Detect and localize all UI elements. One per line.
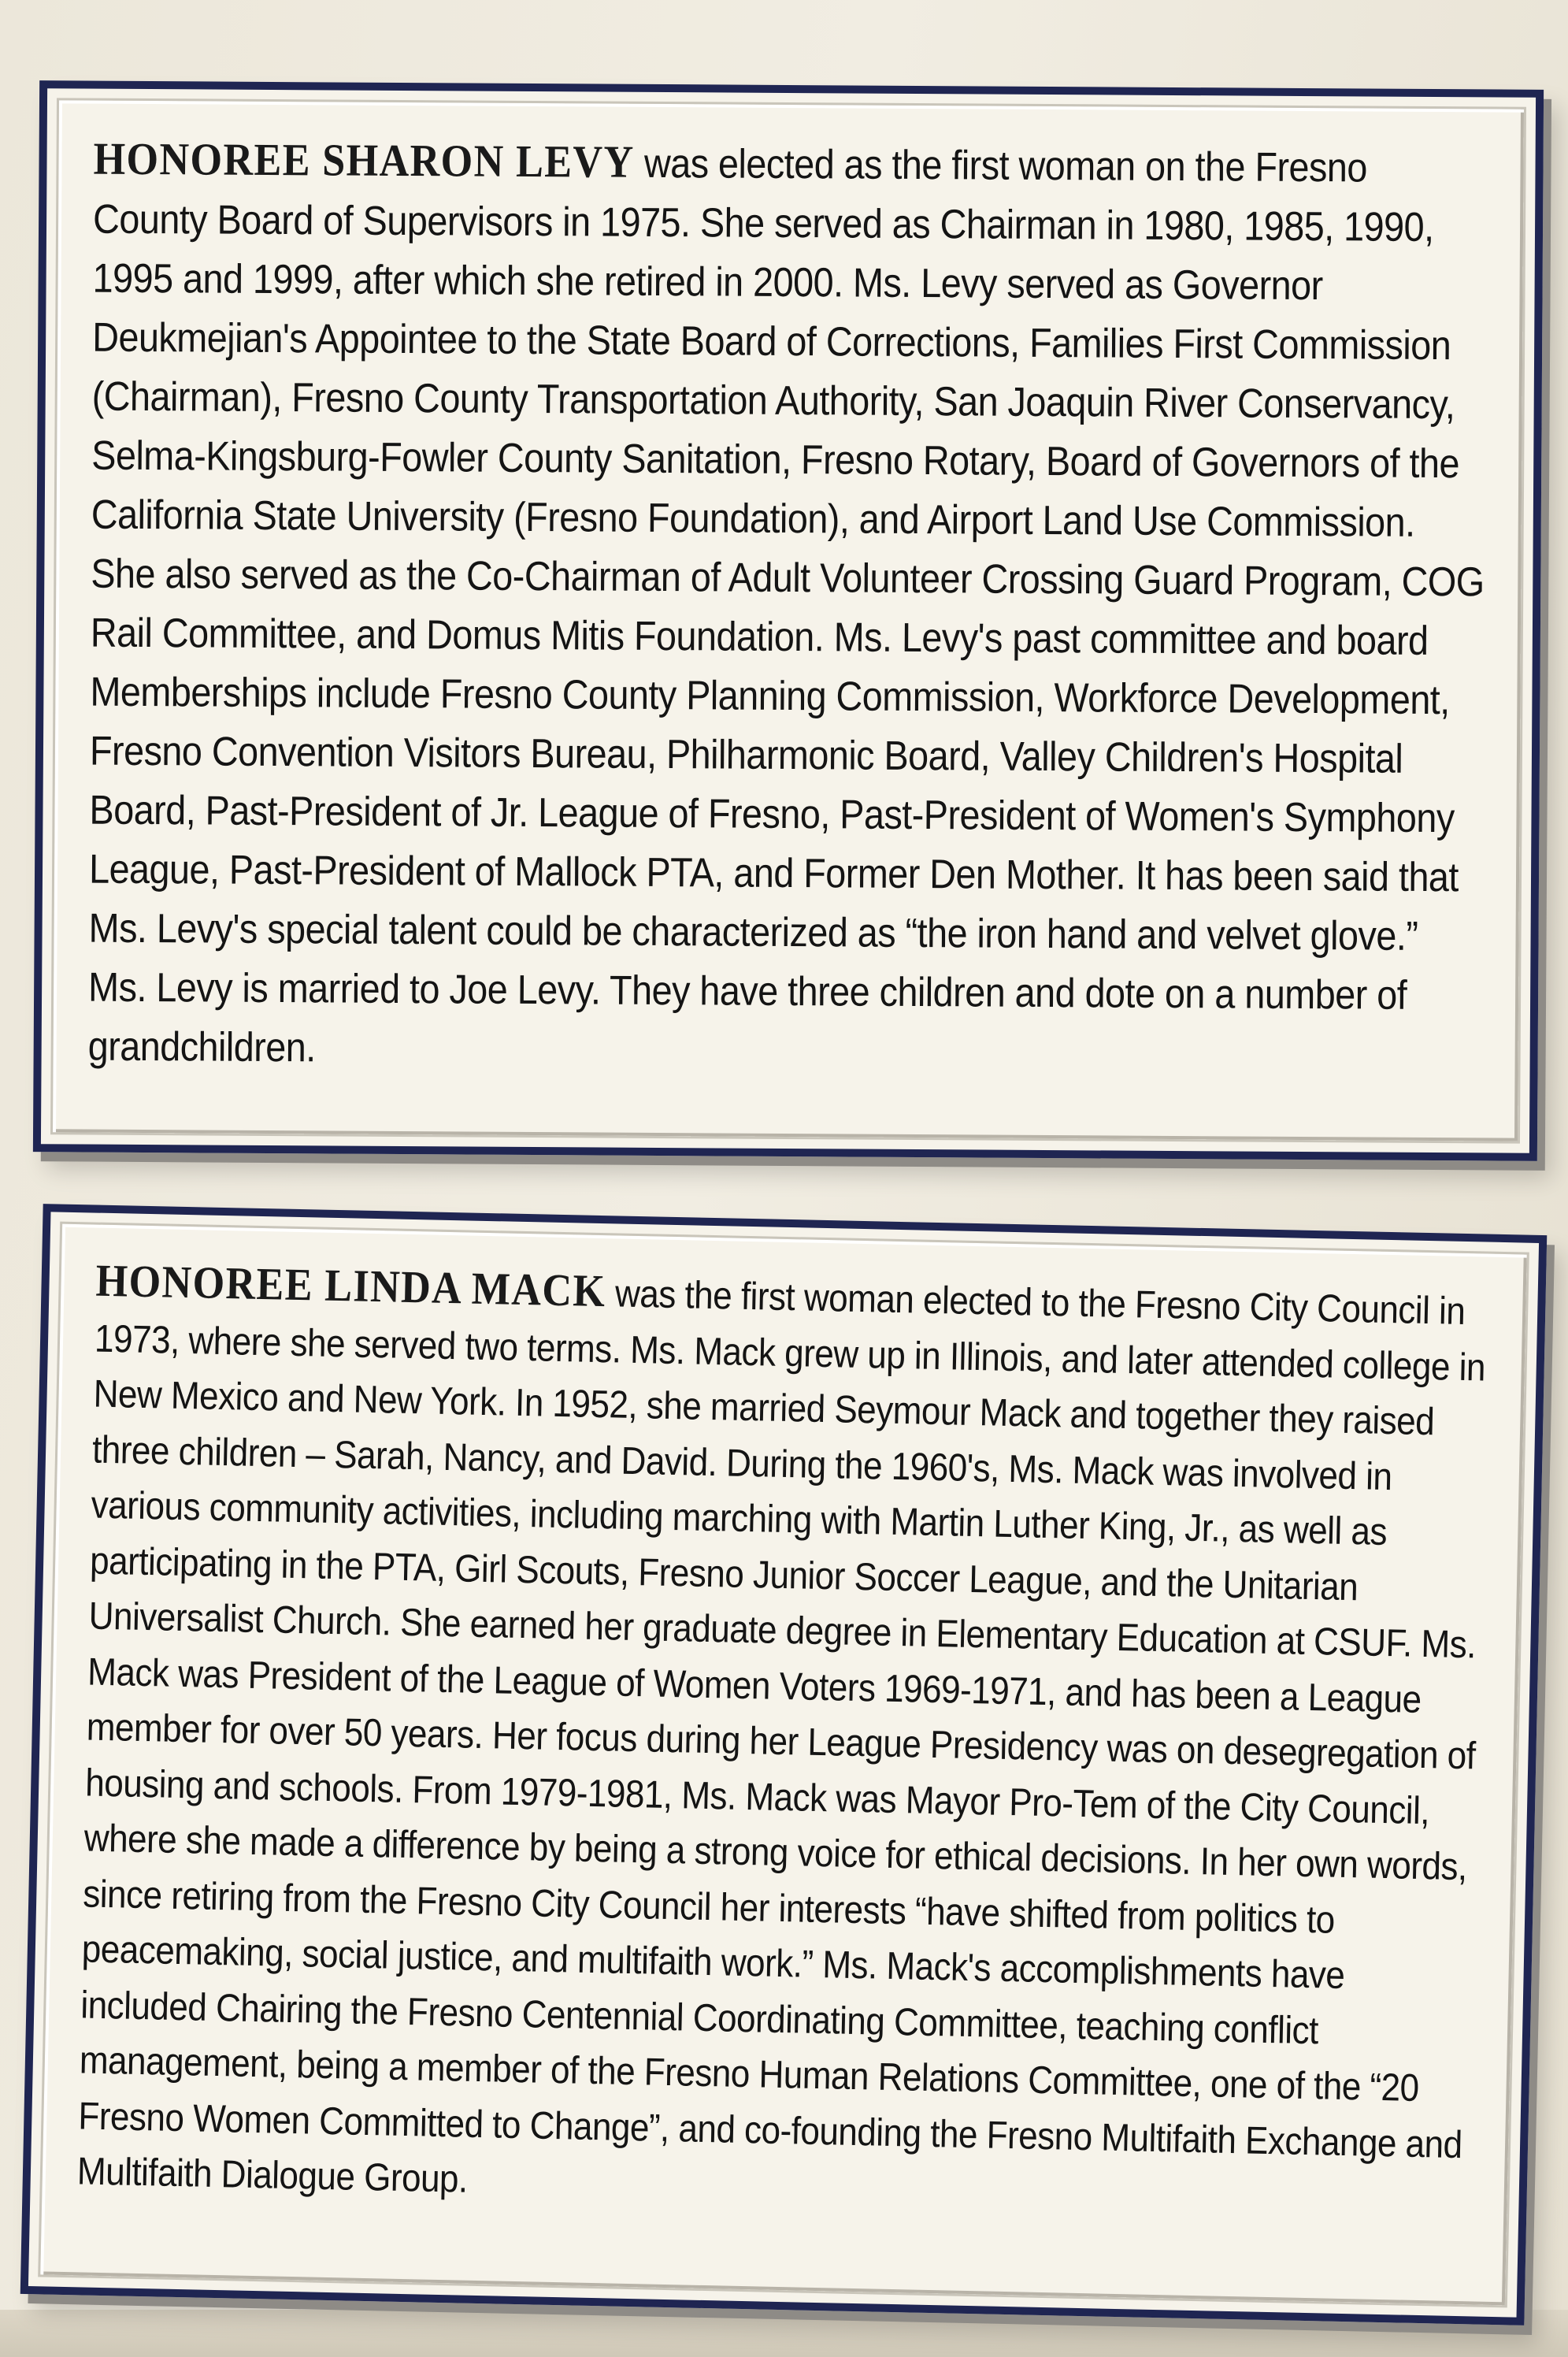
honoree-name: HONOREE SHARON LEVY <box>93 132 635 187</box>
plaque-inner-bevel <box>38 1222 1529 2308</box>
honoree-bio-text: was the first woman elected to the Fresno City Council in 1973, where she served two terms. Ms. Mack grew up in Illinois, and later attended college in New Mexico and New York. In 1952, she married Seymour Mack and together they raised three children – Sarah, Nancy, and David. During the 1960's, Ms. Mack was involved in various community activities, including marching with Martin Luther King, Jr., as well as participating in the PTA, Girl Scouts, Fresno Junior Soccer League, and the Unitarian Universalist Church. She earned her graduate degree in Elementary Education at CSUF. Ms. Mack was President of the League of Women Voters 1969-1971, and has been a League member for over 50 years. Her focus during her League Presidency was on desegregation of housing and schools. From 1979-1981, Ms. Mack was Mayor Pro-Tem of the City Council, where she made a difference by being a strong voice for ethical decisions. In her own words, since retiring from the Fresno City Council her interests “have shifted from politics to peacemaking, social justice, and multifaith work.” Ms. Mack's accomplishments have included Chairing the Fresno Centennial Coordinating Committee, teaching conflict management, being a member of the Fresno Human Relations Committee, one of the “20 Fresno Women Committed to Change”, and co-founding the Fresno Multifaith Exchange and Multifaith Dialogue Group. <box>76 1272 1486 2201</box>
honoree-bio-paragraph <box>87 129 1488 1086</box>
honoree-name: HONOREE LINDA MACK <box>95 1254 607 1317</box>
honoree-bio-text: was elected as the first woman on the Fresno County Board of Supervisors in 1975. She served as Chairman in 1980, 1985, 1990, 1995 and 1999, after which she retired in 2000. Ms. Levy served as Governor Deukmejian's Appointee to the State Board of Corrections, Families First Commission (Chairman), Fresno County Transportation Authority, San Joaquin River Conservancy, Selma-Kingsburg-Fowler County Sanitation, Fresno Rotary, Board of Governors of the California State University (Fresno Foundation), and Airport Land Use Commission. She also served as the Co-Chairman of Adult Volunteer Crossing Guard Program, COG Rail Committee, and Domus Mitis Foundation. Ms. Levy's past committee and board Memberships include Fresno County Planning Commission, Workforce Development, Fresno Convention Visitors Bureau, Philharmonic Board, Valley Children's Hospital Board, Past-President of Jr. League of Fresno, Past-President of Women's Symphony League, Past-President of Mallock PTA, and Former Den Mother. It has been said that Ms. Levy's special talent could be characterized as “the iron hand and velvet glove.” Ms. Levy is married to Joe Levy. They have three children and dote on a number of grandchildren. <box>87 140 1485 1071</box>
plaque-inner-bevel <box>50 98 1526 1143</box>
honoree-bio-paragraph <box>76 1253 1490 2229</box>
honoree-plaque-linda-mack <box>20 1204 1548 2325</box>
honoree-plaque-sharon-levy <box>33 80 1544 1161</box>
